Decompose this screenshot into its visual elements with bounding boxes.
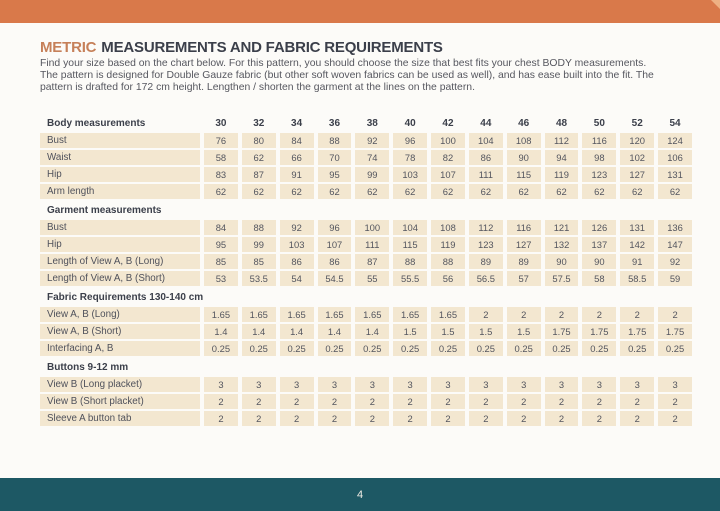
value-cell: 62 [355, 184, 389, 200]
value-cell: 100 [431, 133, 465, 149]
size-header-cell: 54 [669, 117, 681, 129]
value-cell: 96 [393, 133, 427, 149]
value-cell: 1.5 [431, 324, 465, 340]
table-row [40, 254, 692, 270]
size-header-cell: 52 [631, 117, 643, 129]
value-cell: 1.75 [545, 324, 579, 340]
row-label: Hip [40, 167, 200, 183]
page-title [40, 39, 692, 56]
value-cell: 121 [545, 220, 579, 236]
value-cell: 1.4 [355, 324, 389, 340]
value-cell: 107 [318, 237, 352, 253]
value-cell: 76 [204, 133, 238, 149]
value-cell: 62 [431, 184, 465, 200]
section-title-row [40, 360, 692, 375]
value-cell: 95 [204, 237, 238, 253]
value-cell: 62 [582, 184, 616, 200]
value-cell: 103 [280, 237, 314, 253]
value-cell: 83 [204, 167, 238, 183]
value-cell: 1.65 [242, 307, 276, 323]
value-cell: 0.25 [204, 341, 238, 357]
value-cell: 95 [318, 167, 352, 183]
value-cell: 132 [545, 237, 579, 253]
value-cell: 90 [507, 150, 541, 166]
value-cell: 62 [545, 184, 579, 200]
table-row [40, 411, 692, 427]
value-cell: 2 [242, 394, 276, 410]
value-cell: 91 [280, 167, 314, 183]
value-cell: 3 [280, 377, 314, 393]
table-row [40, 341, 692, 357]
value-cell: 55 [355, 271, 389, 287]
size-header-cell: 50 [593, 117, 605, 129]
value-cell: 62 [204, 184, 238, 200]
value-cell: 84 [280, 133, 314, 149]
value-cell: 3 [393, 377, 427, 393]
row-label: View B (Short placket) [40, 394, 200, 410]
value-cell: 88 [318, 133, 352, 149]
value-cell: 70 [318, 150, 352, 166]
section-title: Buttons 9-12 mm [47, 362, 129, 374]
value-cell: 2 [393, 411, 427, 427]
intro-line: The pattern is designed for Double Gauze fabric (but other soft woven fabrics can be used as well), and has ease built into the fit. The [40, 70, 654, 82]
value-cell: 0.25 [507, 341, 541, 357]
value-cell: 1.65 [431, 307, 465, 323]
size-header-cell: 32 [253, 117, 265, 129]
value-cell: 88 [431, 254, 465, 270]
section-title-cell: Body measurements [47, 117, 146, 129]
value-cell: 2 [355, 411, 389, 427]
value-cell: 123 [582, 167, 616, 183]
page-number: 4 [356, 488, 364, 501]
value-cell: 3 [355, 377, 389, 393]
value-cell: 85 [204, 254, 238, 270]
row-label: View A, B (Short) [40, 324, 200, 340]
value-cell: 0.25 [242, 341, 276, 357]
value-cell: 2 [658, 411, 692, 427]
row-label: Arm length [40, 184, 200, 200]
value-cell: 89 [507, 254, 541, 270]
value-cell: 57 [507, 271, 541, 287]
table-row [40, 220, 692, 236]
value-cell: 1.4 [280, 324, 314, 340]
value-cell: 3 [318, 377, 352, 393]
value-cell: 1.4 [242, 324, 276, 340]
value-cell: 99 [355, 167, 389, 183]
value-cell: 3 [204, 377, 238, 393]
value-cell: 74 [355, 150, 389, 166]
value-cell: 1.5 [507, 324, 541, 340]
value-cell: 111 [469, 167, 503, 183]
value-cell: 62 [658, 184, 692, 200]
value-cell: 2 [280, 394, 314, 410]
value-cell: 86 [318, 254, 352, 270]
table-row [40, 237, 692, 253]
footer-bar [0, 478, 720, 511]
value-cell: 0.25 [280, 341, 314, 357]
value-cell: 89 [469, 254, 503, 270]
value-cell: 62 [242, 184, 276, 200]
value-cell: 85 [242, 254, 276, 270]
value-cell: 2 [318, 394, 352, 410]
value-cell: 2 [582, 411, 616, 427]
value-cell: 123 [469, 237, 503, 253]
title-accent: METRIC [40, 39, 97, 56]
value-cell: 2 [507, 394, 541, 410]
row-label: Hip [40, 237, 200, 253]
value-cell: 87 [355, 254, 389, 270]
value-cell: 112 [469, 220, 503, 236]
value-cell: 57.5 [545, 271, 579, 287]
value-cell: 87 [242, 167, 276, 183]
value-cell: 142 [620, 237, 654, 253]
value-cell: 107 [431, 167, 465, 183]
value-cell: 92 [658, 254, 692, 270]
row-label: Length of View A, B (Long) [40, 254, 200, 270]
value-cell: 0.25 [355, 341, 389, 357]
value-cell: 99 [242, 237, 276, 253]
value-cell: 2 [469, 411, 503, 427]
value-cell: 86 [280, 254, 314, 270]
value-cell: 2 [620, 394, 654, 410]
value-cell: 111 [355, 237, 389, 253]
value-cell: 92 [280, 220, 314, 236]
table-row [40, 394, 692, 410]
value-cell: 90 [582, 254, 616, 270]
row-label: Waist [40, 150, 200, 166]
value-cell: 127 [620, 167, 654, 183]
value-cell: 58 [204, 150, 238, 166]
row-label: Bust [40, 133, 200, 149]
value-cell: 2 [355, 394, 389, 410]
value-cell: 56.5 [469, 271, 503, 287]
value-cell: 2 [658, 394, 692, 410]
size-header-cell: 46 [518, 117, 530, 129]
value-cell: 88 [393, 254, 427, 270]
value-cell: 58.5 [620, 271, 654, 287]
size-header-cell: 44 [480, 117, 492, 129]
value-cell: 2 [545, 307, 579, 323]
value-cell: 54 [280, 271, 314, 287]
value-cell: 98 [582, 150, 616, 166]
value-cell: 2 [469, 307, 503, 323]
value-cell: 59 [658, 271, 692, 287]
value-cell: 1.65 [355, 307, 389, 323]
table-row [40, 184, 692, 200]
value-cell: 147 [658, 237, 692, 253]
row-label: View B (Long placket) [40, 377, 200, 393]
value-cell: 2 [545, 394, 579, 410]
value-cell: 103 [393, 167, 427, 183]
value-cell: 88 [242, 220, 276, 236]
value-cell: 100 [355, 220, 389, 236]
intro-paragraph [40, 58, 692, 95]
value-cell: 3 [469, 377, 503, 393]
value-cell: 112 [545, 133, 579, 149]
value-cell: 137 [582, 237, 616, 253]
value-cell: 1.75 [582, 324, 616, 340]
row-label: Length of View A, B (Short) [40, 271, 200, 287]
intro-line: Find your size based on the chart below. For this pattern, you should choose the size that best fits your chest BODY measurements. [40, 58, 647, 69]
section-title: Garment measurements [47, 205, 162, 217]
value-cell: 55.5 [393, 271, 427, 287]
value-cell: 108 [431, 220, 465, 236]
value-cell: 1.65 [393, 307, 427, 323]
value-cell: 115 [393, 237, 427, 253]
section-title-row [40, 290, 692, 305]
value-cell: 2 [204, 411, 238, 427]
top-accent-bar [0, 0, 720, 23]
value-cell: 0.25 [469, 341, 503, 357]
value-cell: 62 [242, 150, 276, 166]
size-header-cell: 36 [328, 117, 341, 129]
table-row [40, 377, 692, 393]
value-cell: 91 [620, 254, 654, 270]
size-header-cell: 42 [442, 117, 454, 129]
value-cell: 3 [431, 377, 465, 393]
table-row [40, 167, 692, 183]
value-cell: 0.25 [393, 341, 427, 357]
value-cell: 106 [658, 150, 692, 166]
value-cell: 2 [280, 411, 314, 427]
value-cell: 0.25 [431, 341, 465, 357]
page-content [40, 23, 692, 428]
value-cell: 53 [204, 271, 238, 287]
value-cell: 2 [318, 411, 352, 427]
value-cell: 53.5 [242, 271, 276, 287]
value-cell: 66 [280, 150, 314, 166]
value-cell: 116 [507, 220, 541, 236]
value-cell: 1.65 [280, 307, 314, 323]
value-cell: 0.25 [582, 341, 616, 357]
value-cell: 2 [658, 307, 692, 323]
value-cell: 62 [318, 184, 352, 200]
value-cell: 2 [507, 307, 541, 323]
value-cell: 2 [242, 411, 276, 427]
value-cell: 0.25 [658, 341, 692, 357]
value-cell: 119 [431, 237, 465, 253]
value-cell: 102 [620, 150, 654, 166]
table-row [40, 150, 692, 166]
value-cell: 0.25 [318, 341, 352, 357]
value-cell: 131 [620, 220, 654, 236]
table-row [40, 324, 692, 340]
value-cell: 1.65 [204, 307, 238, 323]
value-cell: 127 [507, 237, 541, 253]
value-cell: 1.4 [318, 324, 352, 340]
value-cell: 3 [545, 377, 579, 393]
value-cell: 1.5 [469, 324, 503, 340]
size-header-cell: 34 [291, 117, 303, 129]
row-label: Bust [40, 220, 200, 236]
section-title: Fabric Requirements 130-140 cm [47, 292, 204, 304]
value-cell: 78 [393, 150, 427, 166]
value-cell: 1.5 [393, 324, 427, 340]
page-curl-decoration [711, 0, 720, 9]
value-cell: 62 [507, 184, 541, 200]
value-cell: 2 [431, 411, 465, 427]
value-cell: 90 [545, 254, 579, 270]
measurement-table [40, 116, 692, 427]
value-cell: 56 [431, 271, 465, 287]
value-cell: 62 [393, 184, 427, 200]
value-cell: 58 [582, 271, 616, 287]
value-cell: 3 [658, 377, 692, 393]
size-header-cell: 40 [404, 117, 416, 129]
value-cell: 1.65 [318, 307, 352, 323]
value-cell: 0.25 [545, 341, 579, 357]
value-cell: 2 [393, 394, 427, 410]
value-cell: 104 [469, 133, 503, 149]
value-cell: 82 [431, 150, 465, 166]
title-rest: MEASUREMENTS AND FABRIC REQUIREMENTS [101, 39, 443, 56]
size-header-cell: 30 [215, 117, 227, 129]
value-cell: 3 [507, 377, 541, 393]
value-cell: 2 [469, 394, 503, 410]
size-header-cell: 38 [366, 117, 378, 129]
value-cell: 3 [582, 377, 616, 393]
value-cell: 62 [620, 184, 654, 200]
row-label: Sleeve A button tab [40, 411, 200, 427]
value-cell: 3 [242, 377, 276, 393]
size-header-cell: 48 [555, 117, 568, 129]
intro-line: pattern is drafted for 172 cm height. Lengthen / shorten the garment at the lines on the pattern. [40, 82, 475, 94]
value-cell: 2 [620, 411, 654, 427]
value-cell: 80 [242, 133, 276, 149]
value-cell: 2 [431, 394, 465, 410]
value-cell: 86 [469, 150, 503, 166]
value-cell: 2 [582, 394, 616, 410]
value-cell: 2 [620, 307, 654, 323]
value-cell: 94 [545, 150, 579, 166]
value-cell: 1.4 [204, 324, 238, 340]
value-cell: 2 [545, 411, 579, 427]
value-cell: 119 [545, 167, 579, 183]
table-row [40, 271, 692, 287]
value-cell: 62 [280, 184, 314, 200]
value-cell: 3 [620, 377, 654, 393]
section-title-row [40, 203, 692, 218]
table-row [40, 133, 692, 149]
table-row [40, 307, 692, 323]
value-cell: 116 [582, 133, 616, 149]
value-cell: 2 [582, 307, 616, 323]
row-label: Interfacing A, B [40, 341, 200, 357]
value-cell: 120 [620, 133, 654, 149]
value-cell: 92 [355, 133, 389, 149]
value-cell: 104 [393, 220, 427, 236]
size-header-row [40, 116, 692, 132]
value-cell: 0.25 [620, 341, 654, 357]
value-cell: 108 [507, 133, 541, 149]
row-label: View A, B (Long) [40, 307, 200, 323]
value-cell: 124 [658, 133, 692, 149]
value-cell: 115 [507, 167, 541, 183]
value-cell: 126 [582, 220, 616, 236]
value-cell: 136 [658, 220, 692, 236]
value-cell: 2 [507, 411, 541, 427]
value-cell: 131 [658, 167, 692, 183]
value-cell: 62 [469, 184, 503, 200]
value-cell: 2 [204, 394, 238, 410]
value-cell: 54.5 [318, 271, 352, 287]
value-cell: 84 [204, 220, 238, 236]
value-cell: 1.75 [620, 324, 654, 340]
value-cell: 1.75 [658, 324, 692, 340]
value-cell: 96 [318, 220, 352, 236]
